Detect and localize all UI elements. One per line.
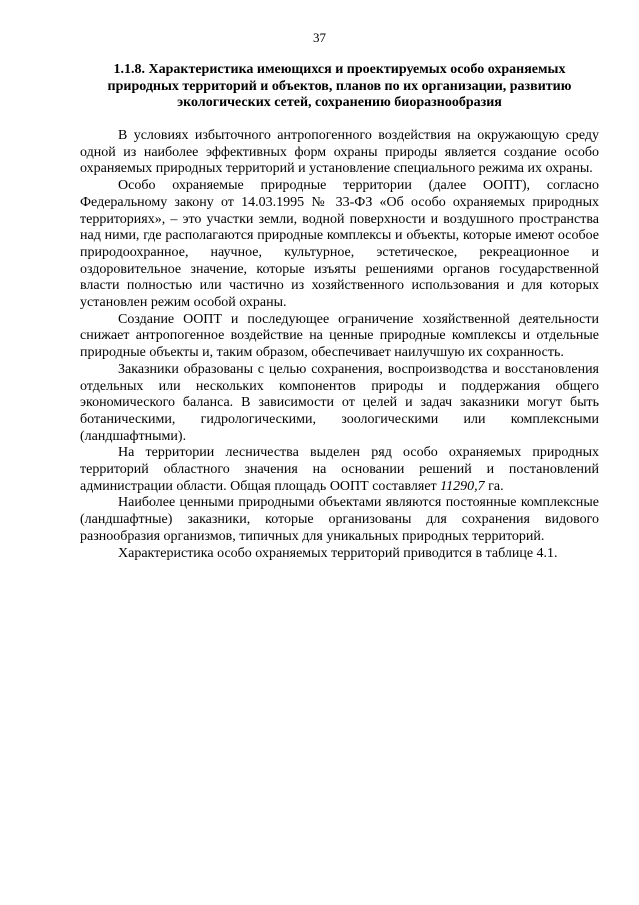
paragraph-table-reference: Характеристика особо охраняемых территорий приводится в таблице 4.1. <box>118 545 558 561</box>
paragraph-definition: Особо охраняемые природные территории (далее ООПТ), согласно Федеральному закону от 14.03.1995 № 33-ФЗ «Об особо охраняемых природных территориях», – это участки земли, водной поверхности и воздушного пространства над ними, где располагаются природные комплексы и объекты, которые имеют особое природоохранное, научное, культурное, эстетическое, рекреационное и оздоровительное значение, которые изъяты решениями органов государственной власти полностью или частично из хозяйственного использования и для которых установлен режим особой охраны. <box>80 178 599 311</box>
paragraph-area-text-after: га. <box>484 478 504 494</box>
paragraph-area <box>80 445 599 495</box>
section-heading-line-3: экологических сетей, сохранению биоразнообразия <box>177 95 502 110</box>
paragraph-creation: Создание ООПТ и последующее ограничение хозяйственной деятельности снижает антропогенное воздействие на ценные природные комплексы и отдельные природные объекты и, таким образом, обеспечивает наилучшую их сохранность. <box>80 311 599 361</box>
section-heading <box>80 62 599 112</box>
body-text <box>80 128 599 562</box>
section-heading-line-1: 1.1.8. Характеристика имеющихся и проектируемых особо охраняемых <box>113 62 566 77</box>
paragraph-intro: В условиях избыточного антропогенного воздействия на окружающую среду одной из наиболее эффективных форм охраны природы является создание особо охраняемых природных территорий и установление специального режима их охраны. <box>80 128 599 177</box>
page-number: 37 <box>313 30 326 45</box>
paragraph-valuable-objects: Наиболее ценными природными объектами являются постоянные комплексные (ландшафтные) заказники, которые организованы для сохранения видового разнообразия организмов, типичных для уникальных природных территорий. <box>80 495 599 544</box>
paragraph-area-text-before: На территории лесничества выделен ряд особо охраняемых природных территорий областного значения на основании решений и постановлений администрации области. Общая площадь ООПТ составляет <box>80 445 599 494</box>
paragraph-reserves: Заказники образованы с целью сохранения, воспроизводства и восстановления отдельных или нескольких компонентов природы и поддержания общего экономического баланса. В зависимости от целей и задач заказники могут быть ботаническими, гидрологическими, зоологическими или комплексными (ландшафтными). <box>80 361 599 444</box>
section-heading-line-2: природных территорий и объектов, планов по их организации, развитию <box>107 78 572 94</box>
oopt-area-value: 11290,7 <box>440 478 485 494</box>
